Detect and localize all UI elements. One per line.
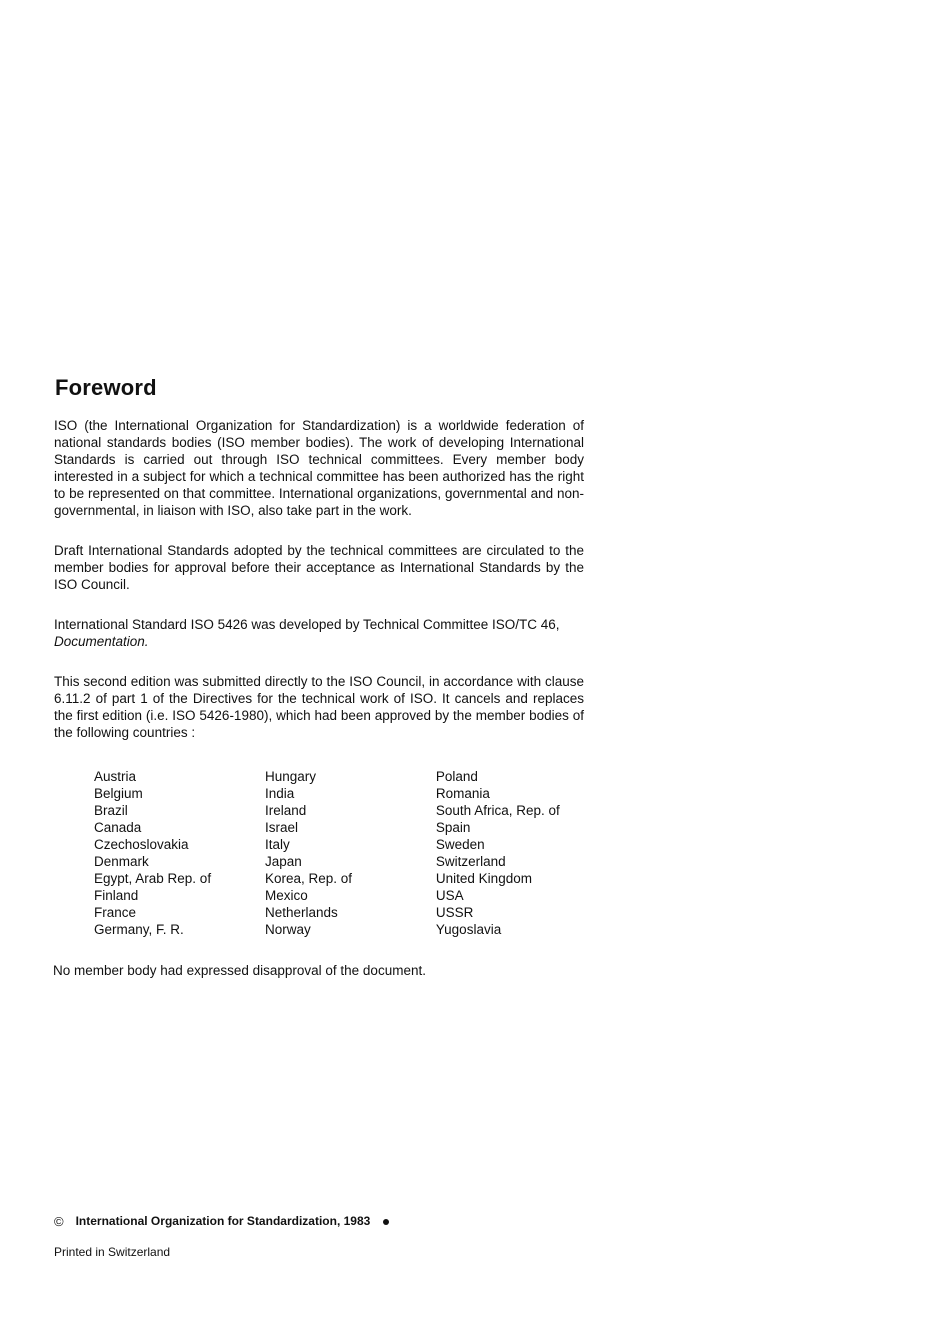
- country-item: France: [94, 905, 137, 920]
- development-statement: International Standard ISO 5426 was developed by Technical Committee ISO/TC 46,: [54, 617, 560, 632]
- country-item: Canada: [94, 820, 142, 835]
- copyright-line: [54, 1213, 389, 1230]
- foreword-body: [54, 417, 584, 764]
- country-item: South Africa, Rep. of: [435, 803, 560, 818]
- paragraph-draft-standards: Draft International Standards adopted by the technical committees are circulated to the member bodies for approval before their acceptance as International Standards by the ISO Council.: [54, 543, 584, 592]
- copyright-icon: ©: [54, 1214, 64, 1229]
- country-item: Yugoslavia: [435, 922, 502, 937]
- country-item: Italy: [264, 837, 290, 852]
- country-item: Netherlands: [264, 905, 338, 920]
- country-item: Sweden: [435, 837, 485, 852]
- country-item: Mexico: [264, 888, 308, 903]
- country-column-2: [265, 768, 436, 938]
- country-item: USSR: [435, 905, 474, 920]
- paragraph-development: [54, 616, 584, 650]
- committee-name: Documentation.: [54, 634, 149, 649]
- country-item: Norway: [264, 922, 311, 937]
- country-item: India: [264, 786, 295, 801]
- country-item: Belgium: [94, 786, 143, 801]
- page-title: Foreword: [55, 375, 157, 400]
- member-countries-list: [94, 768, 594, 938]
- printed-in-note: Printed in Switzerland: [54, 1245, 171, 1259]
- paragraph-second-edition: This second edition was submitted directly to the ISO Council, in accordance with clause 6.11.2 of part 1 of the Directives for the technical work of ISO. It cancels and replaces the first edition (i.e. ISO 5426-1980), which had been approved by the member bodies of the following countries :: [54, 674, 584, 740]
- country-item: Germany, F. R.: [94, 922, 184, 937]
- country-item: Denmark: [94, 854, 149, 869]
- country-column-3: [436, 768, 594, 938]
- country-item: Czechoslovakia: [94, 837, 189, 852]
- country-item: Korea, Rep. of: [264, 871, 353, 886]
- country-item: Spain: [435, 820, 471, 835]
- country-item: Finland: [94, 888, 139, 903]
- country-column-1: [94, 768, 265, 938]
- country-item: Japan: [264, 854, 302, 869]
- country-item: Romania: [435, 786, 490, 801]
- bullet-icon: [383, 1219, 389, 1225]
- country-item: Israel: [264, 820, 298, 835]
- country-item: Ireland: [264, 803, 307, 818]
- disapproval-note: No member body had expressed disapproval of the document.: [53, 963, 426, 978]
- copyright-text: International Organization for Standardization, 1983: [75, 1214, 371, 1228]
- country-item: Austria: [94, 769, 137, 784]
- country-item: Egypt, Arab Rep. of: [94, 871, 212, 886]
- country-item: Poland: [435, 769, 478, 784]
- paragraph-iso-description: ISO (the International Organization for Standardization) is a worldwide federation of national standards bodies (ISO member bodies). The work of developing International Standards is carried out through ISO technical committees. Every member body interested in a subject for which a technical committee has been authorized has the right to be represented on that committee. International organizations, governmental and non-governmental, in liaison with ISO, also take part in the work.: [54, 418, 584, 518]
- country-item: United Kingdom: [435, 871, 532, 886]
- country-item: Switzerland: [435, 854, 506, 869]
- country-item: Brazil: [94, 803, 128, 818]
- country-item: USA: [435, 888, 464, 903]
- country-item: Hungary: [264, 769, 316, 784]
